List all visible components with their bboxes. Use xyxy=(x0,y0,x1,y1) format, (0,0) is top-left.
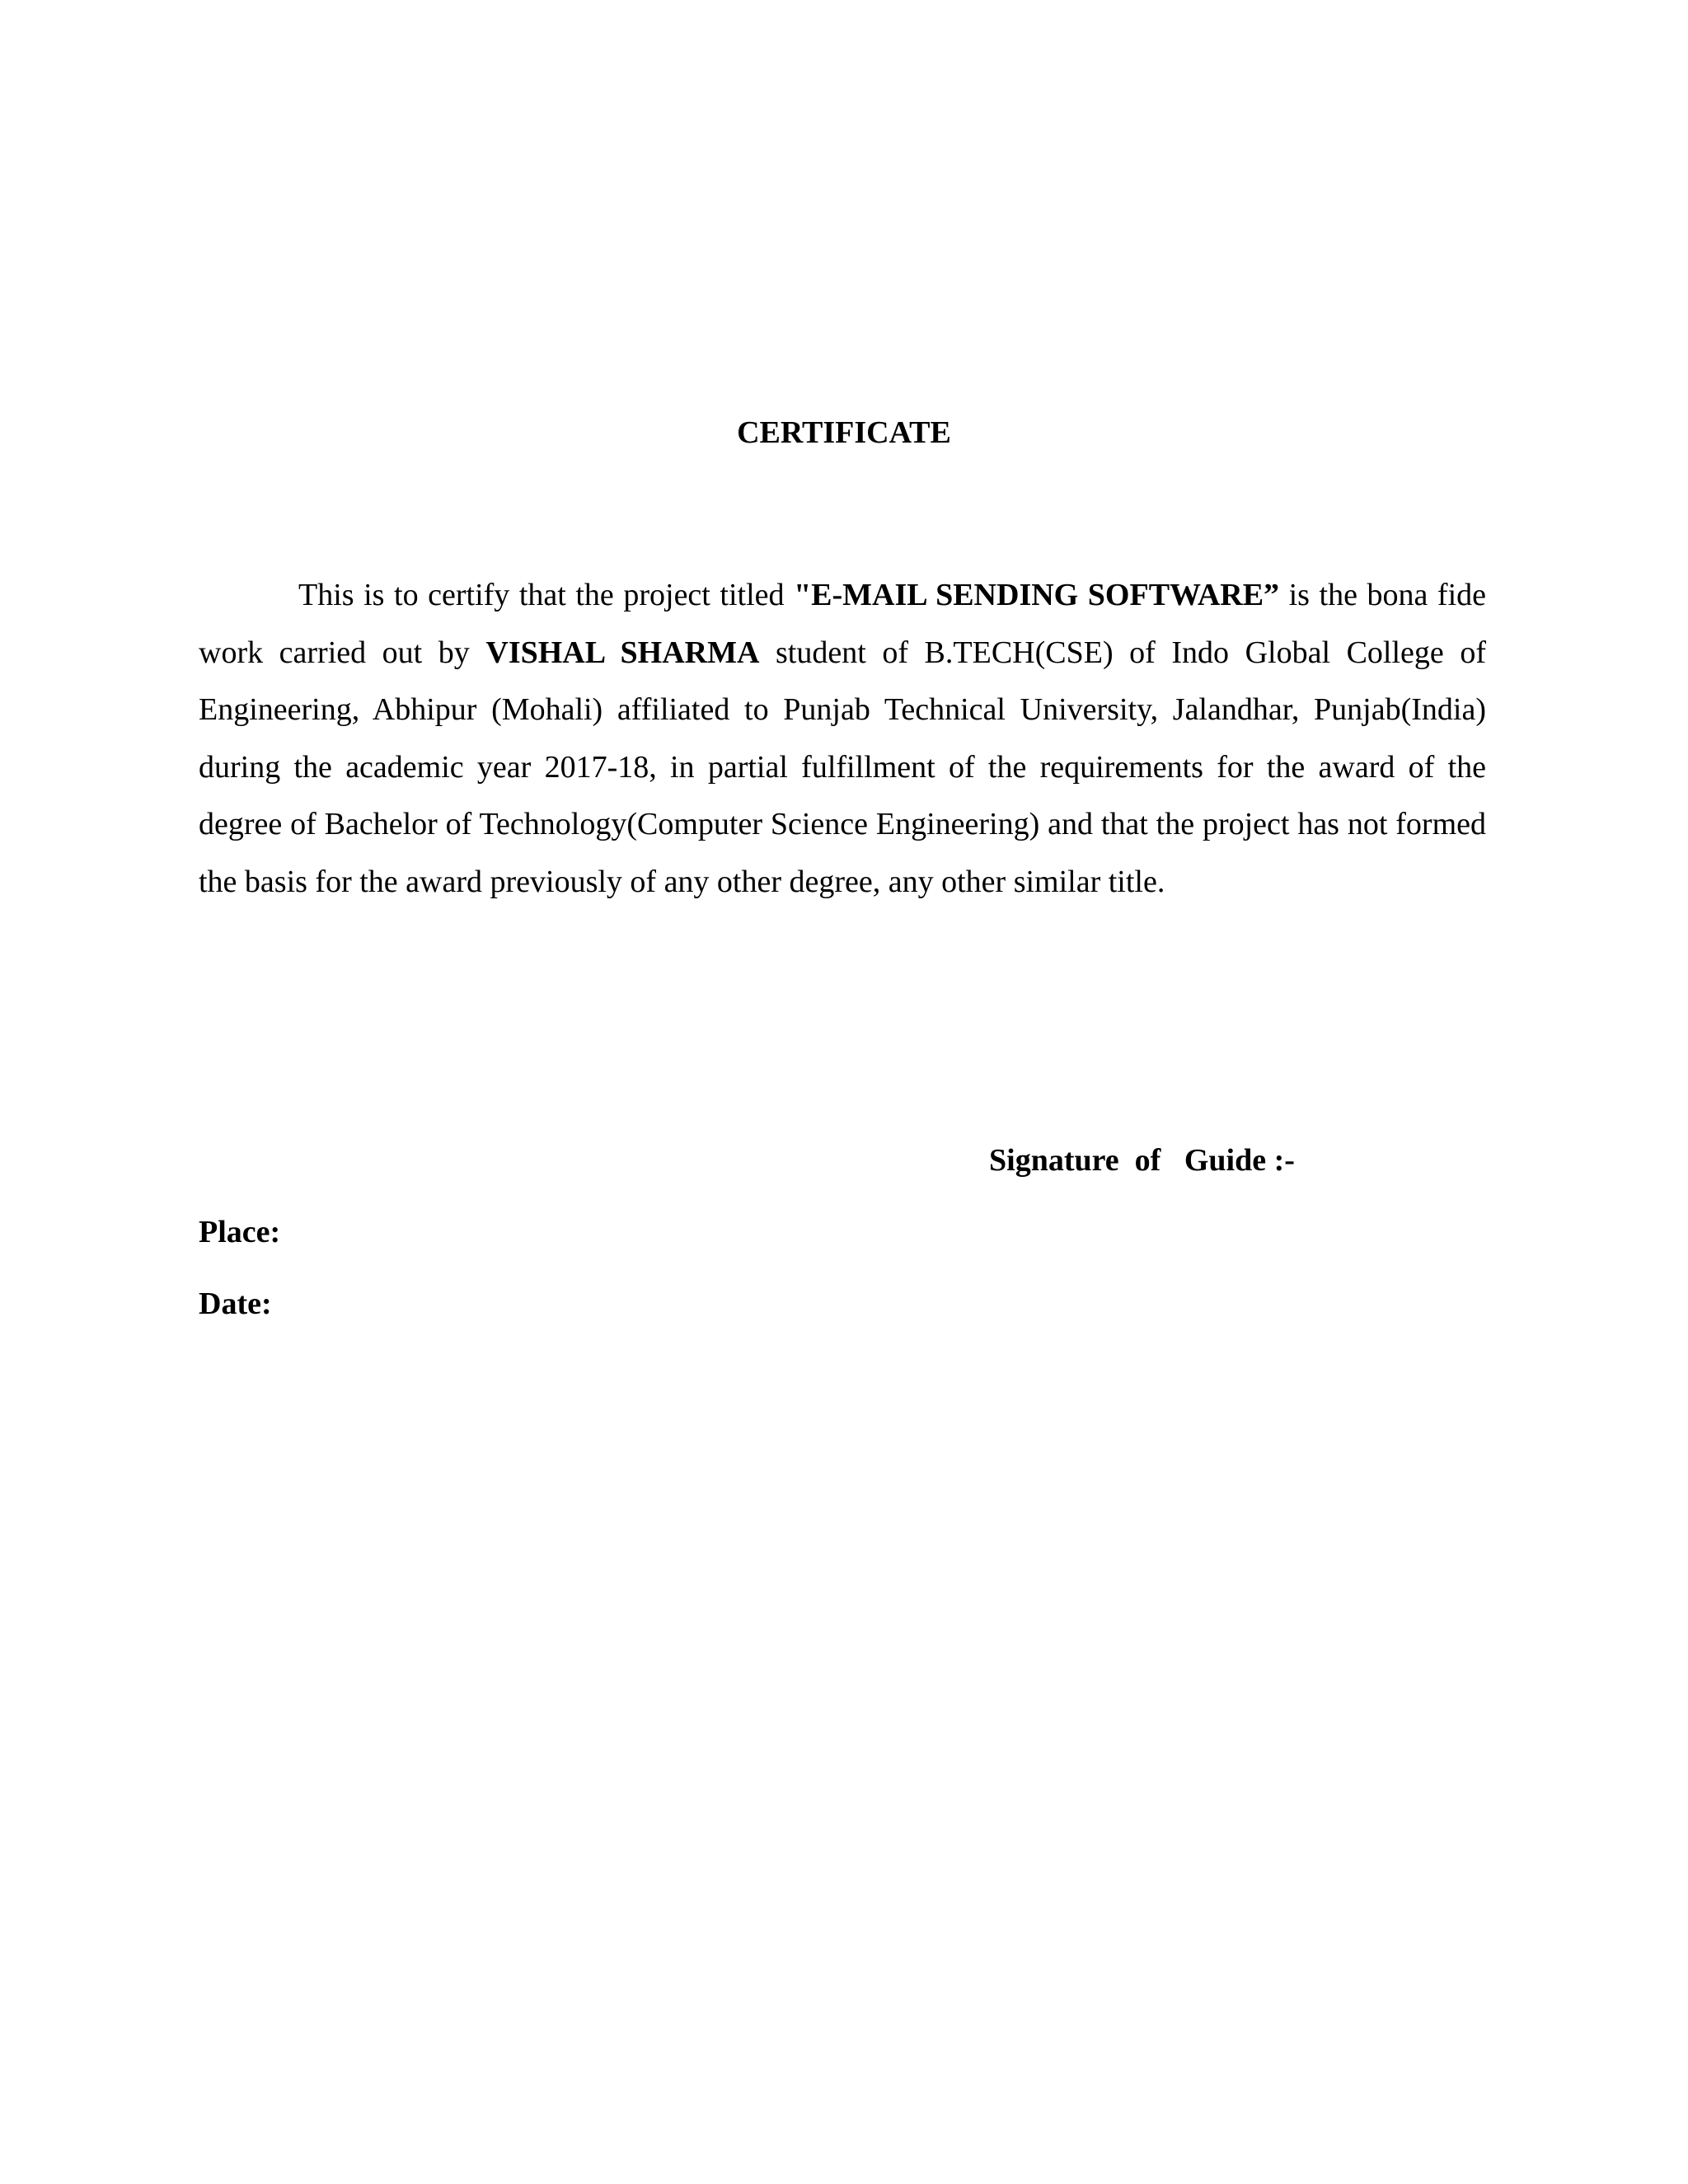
project-title: "E-MAIL SENDING SOFTWARE” xyxy=(794,578,1280,612)
body-text-bonafide: is the bona fide work carried out by xyxy=(199,578,1486,670)
body-text-details: student of B.TECH(CSE) of Indo Global College of Engineering, Abhipur (Mohali) affiliated to Punjab Technical University, Jalandhar, Punjab(India) during the academic year 2017-18, in partial fulfillment of the requirements for the award of the degree of Bachelor of Technology(Computer Science Engineering) and that the project has not formed the basis for the award previously of any other degree, any other similar title. xyxy=(199,635,1486,899)
signature-of-guide-label: Signature of Guide :- xyxy=(989,1143,1295,1178)
body-text-intro: This is to certify that the project titled xyxy=(298,578,795,612)
certificate-title: CERTIFICATE xyxy=(737,415,951,450)
certificate-body xyxy=(199,567,1486,911)
date-label: Date: xyxy=(199,1286,272,1321)
student-name: VISHAL SHARMA xyxy=(485,635,760,670)
place-label: Place: xyxy=(199,1215,281,1249)
